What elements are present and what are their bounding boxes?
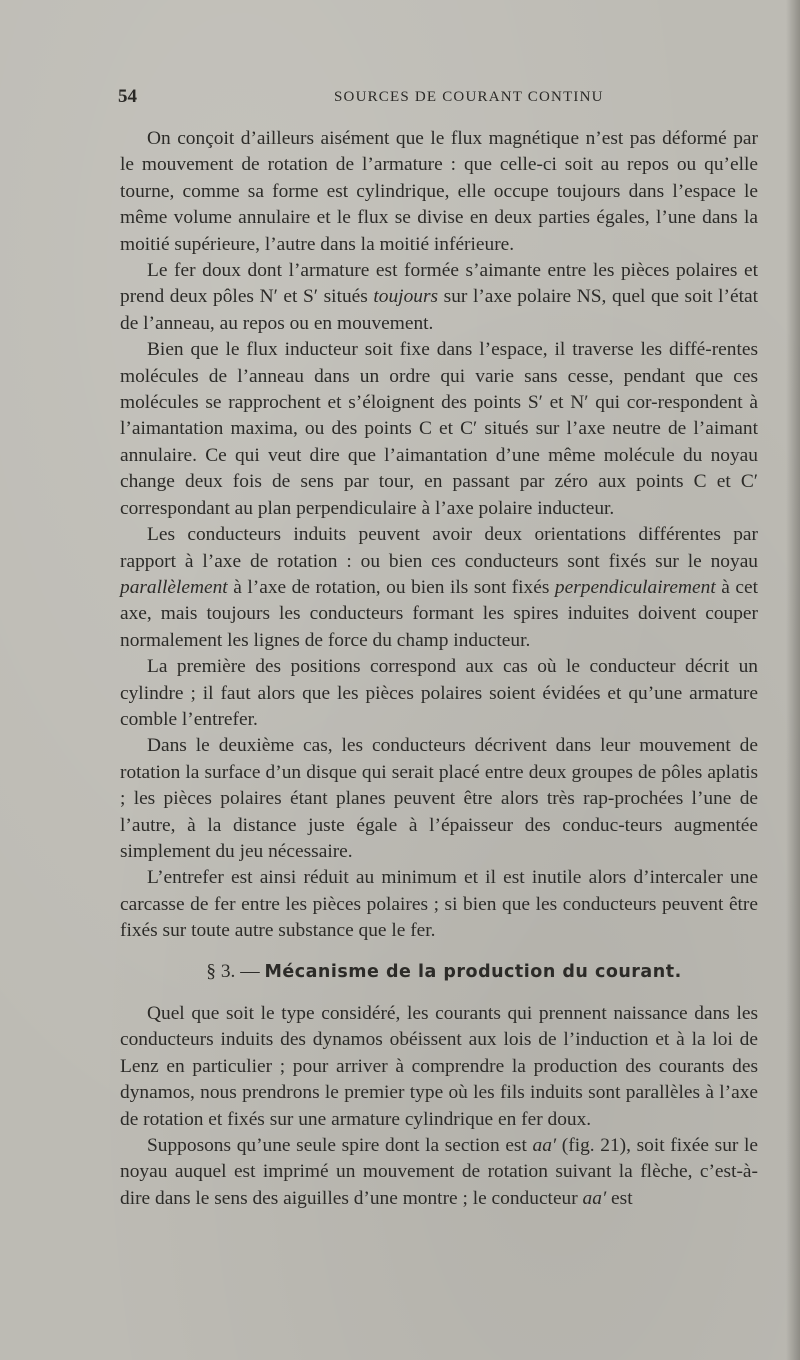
- paragraph-2-emphasis: toujours: [373, 286, 439, 308]
- paragraph-4-text-c: à cet axe, mais toujours les conducteurs formant les spires induites doivent couper normalement les lignes de force du champ inducteur.: [120, 576, 758, 651]
- paragraph-4-emphasis-a: parallèlement: [120, 576, 228, 598]
- paragraph-2: [120, 258, 758, 337]
- section-title: Mécanisme de la production du courant.: [264, 961, 682, 982]
- paragraph-4: [120, 522, 758, 654]
- paragraph-9-emphasis-a: aa′: [532, 1135, 557, 1157]
- paragraph-9: [120, 1133, 758, 1212]
- paragraph-2-text-b: sur l’axe polaire NS, quel que soit l’état de l’anneau, au repos ou en mouvement.: [120, 286, 759, 334]
- paragraph-9-text-c: est: [606, 1187, 633, 1209]
- paragraph-6: Dans le deuxième cas, les conducteurs décrivent dans leur mouvement de rotation la surface d’un disque qui serait placé entre deux groupes de pôles aplatis ; les pièces polaires étant planes peuvent être alors très rap-prochées l’une de l’autre, à la distance juste égale à l’épaisseur des conduc-teurs augmentée simplement du jeu nécessaire.: [120, 735, 758, 862]
- paragraph-3: Bien que le flux inducteur soit fixe dans l’espace, il traverse les diffé-rentes molécules de l’anneau dans un ordre qui varie sans cesse, pendant que ces molécules se rapprochent et s’éloignent des points S′ et N′ qui cor-respondent à l’aimantation maxima, ou des points C et C′ situés sur l’axe neutre de l’aimant annulaire. Ce qui veut dire que l’aimantation d’une même molécule du noyau change deux fois de sens par tour, en passant par zéro aux points C et C′ correspondant au plan perpendiculaire à l’axe polaire inducteur.: [120, 339, 758, 519]
- section-heading: [120, 959, 758, 985]
- paragraph-8: Quel que soit le type considéré, les courants qui prennent naissance dans les conducteurs induits des dynamos obéissent aux lois de l’induction et à la loi de Lenz en particulier ; pour arriver à comprendre la production des courants des dynamos, nous prendrons le premier type où les fils induits sont parallèles à l’axe de rotation et fixés sur une armature cylindrique en fer doux.: [120, 1003, 758, 1130]
- paragraph-2-text-a: Le fer doux dont l’armature est formée s’aimante entre les pièces polaires et prend deux pôles N′ et S′ situés: [120, 260, 758, 308]
- paragraph-9-emphasis-b: aa′: [582, 1187, 607, 1209]
- paragraph-1: On conçoit d’ailleurs aisément que le flux magnétique n’est pas déformé par le mouvement de rotation de l’armature : que celle-ci soit au repos ou qu’elle tourne, comme sa forme est cylindrique, elle occupe toujours dans l’espace le même volume annulaire et le flux se divise en deux parties égales, l’une dans la moitié supérieure, l’autre dans la moitié inférieure.: [120, 128, 758, 255]
- page-header: [118, 86, 760, 112]
- running-title: SOURCES DE COURANT CONTINU: [334, 89, 604, 105]
- paragraph-9-text-b: (fig. 21), soit fixée sur le noyau auquel est imprimé un mouvement de rotation suivant la flèche, c’est-à-dire dans le sens des aiguilles d’une montre ; le conducteur: [120, 1135, 758, 1209]
- paragraph-4-text-b: à l’axe de rotation, ou bien ils sont fixés: [227, 576, 555, 598]
- paragraph-4-text-a: Les conducteurs induits peuvent avoir deux orientations différentes par rapport à l’axe de rotation : ou bien ces conducteurs sont fixés sur le noyau: [120, 524, 758, 572]
- paragraph-4-emphasis-b: perpendiculairement: [554, 576, 716, 598]
- page-number: 54: [118, 86, 137, 107]
- page-edge-shadow: [786, 0, 800, 1360]
- paragraph-5: La première des positions correspond aux cas où le conducteur décrit un cylindre ; il faut alors que les pièces polaires soient évidées et qu’une armature comble l’entrefer.: [120, 656, 758, 730]
- paragraph-9-text-a: Supposons qu’une seule spire dont la section est: [147, 1135, 533, 1157]
- section-number: § 3. —: [206, 960, 260, 982]
- body-text: [120, 126, 758, 1212]
- paragraph-7: L’entrefer est ainsi réduit au minimum et il est inutile alors d’intercaler une carcasse de fer entre les pièces polaires ; si bien que les conducteurs peuvent être fixés sur toute autre substance que le fer.: [120, 867, 758, 942]
